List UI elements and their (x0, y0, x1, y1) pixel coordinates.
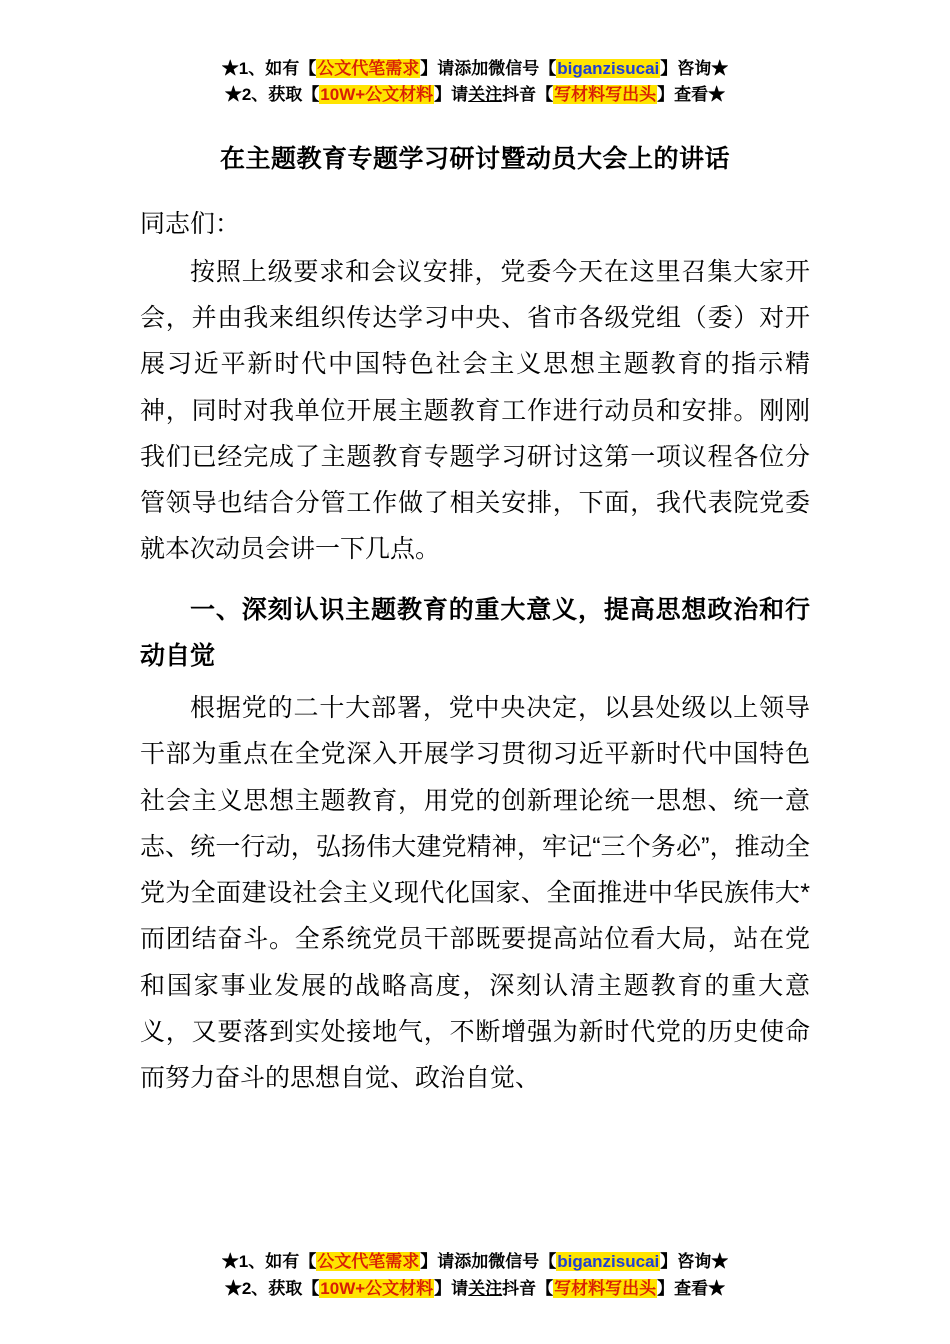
promo-text-2d: 查看 (674, 85, 709, 105)
promo-text-1a-bottom: 1、如有 (238, 1252, 300, 1272)
promo-text-1b: 请添加微信号 (437, 59, 540, 78)
promo-text-2b-bottom: 请 (451, 1278, 469, 1298)
promo-line-1 (140, 56, 810, 82)
promo-bracket-close-4-bottom: 】 (657, 1278, 675, 1298)
promo-bracket-open-1-bottom: 【 (299, 1252, 317, 1272)
promo-highlight-wechat-id-bottom: biganzisucai (557, 1252, 660, 1272)
promo-line-2-bottom (0, 1276, 950, 1302)
promo-bracket-close-3: 】 (434, 85, 452, 105)
promo-highlight-materials: 10W+公文材料 (320, 85, 434, 105)
promo-text-1c: 咨询 (677, 59, 712, 78)
promo-bracket-close-4: 】 (657, 85, 675, 105)
promo-bracket-open-3-bottom: 【 (302, 1278, 320, 1298)
promo-star-left-bottom: ★ (221, 1252, 239, 1272)
promo-bracket-close-1-bottom: 】 (420, 1252, 438, 1272)
promo-bracket-open-2-bottom: 【 (539, 1252, 557, 1272)
promo-highlight-wechat-id: biganzisucai (557, 59, 660, 78)
document-title: 在主题教育专题学习研讨暨动员大会上的讲话 (219, 144, 730, 173)
promo-highlight-service: 公文代笔需求 (317, 59, 420, 78)
promo-bracket-close-2: 】 (660, 59, 678, 78)
paragraph-section1-body: 根据党的二十大部署，党中央决定，以县处级以上领导干部为重点在全党深入开展学习贯彻习近平新时代中国特色社会主义思想主题教育，用党的创新理论统一思想、统一意志、统一行动，弘扬伟大建党精神，牢记“三个务必”，推动全党为全面建设社会主义现代化国家、全面推进中华民族伟大*而团结奋斗。全系统党员干部既要提高站位看大局，站在党和国家事业发展的战略高度，深刻认清主题教育的重大意义，又要落到实处接地气，不断增强为新时代党的历史使命而努力奋斗的思想自觉、政治自觉、 (140, 694, 810, 1093)
promo-line-2 (140, 82, 810, 108)
promo-text-1a: 1、如有 (238, 59, 300, 78)
promo-bracket-open-1: 【 (299, 59, 317, 78)
paragraph-intro: 按照上级要求和会议安排，党委今天在这里召集大家开会，并由我来组织传达学习中央、省市各级党组（委）对开展习近平新时代中国特色社会主义思想主题教育的指示精神，同时对我单位开展主题教育工作进行动员和安排。刚刚我们已经完成了主题教育专题学习研讨这第一项议程各位分管领导也结合分管工作做了相关安排，下面，我代表院党委就本次动员会讲一下几点。 (140, 257, 810, 564)
section-heading-1: 一、深刻认识主题教育的重大意义，提高思想政治和行动自觉 (140, 595, 810, 670)
promo-highlight-materials-bottom: 10W+公文材料 (320, 1278, 434, 1298)
salutation: 同志们： (140, 209, 241, 238)
promo-text-1c-bottom: 咨询 (677, 1252, 712, 1272)
promo-text-2c-bottom: 抖音 (502, 1278, 537, 1298)
promo-highlight-douyin-bottom: 写材料写出头 (554, 1278, 657, 1298)
promo-text-2b-underline: 关注 (468, 85, 503, 105)
promo-text-1b-bottom: 请添加微信号 (437, 1252, 540, 1272)
promo-text-2b: 请 (451, 85, 469, 105)
promo-text-2a: 2、获取 (241, 85, 303, 105)
promo-text-2c: 抖音 (502, 85, 537, 105)
promo-highlight-service-bottom: 公文代笔需求 (317, 1252, 420, 1272)
promo-star-right-bottom: ★ (711, 1252, 729, 1272)
promo-bracket-open-2: 【 (539, 59, 557, 78)
promo-star-left-2-bottom: ★ (224, 1278, 242, 1298)
promo-star-right-2-bottom: ★ (708, 1278, 726, 1298)
promo-banner-bottom (0, 1249, 950, 1302)
promo-line-1-bottom (0, 1249, 950, 1275)
promo-star-left: ★ (221, 59, 239, 78)
promo-bracket-open-3: 【 (302, 85, 320, 105)
promo-bracket-close-2-bottom: 】 (660, 1252, 678, 1272)
promo-bracket-close-1: 】 (420, 59, 438, 78)
promo-star-left-2: ★ (224, 85, 242, 105)
promo-bracket-close-3-bottom: 】 (434, 1278, 452, 1298)
promo-text-2b-underline-bottom: 关注 (468, 1278, 503, 1298)
promo-bracket-open-4-bottom: 【 (536, 1278, 554, 1298)
promo-text-2d-bottom: 查看 (674, 1278, 709, 1298)
promo-highlight-douyin: 写材料写出头 (554, 85, 657, 105)
promo-star-right: ★ (711, 59, 729, 78)
promo-bracket-open-4: 【 (536, 85, 554, 105)
promo-text-2a-bottom: 2、获取 (241, 1278, 303, 1298)
promo-banner-top (140, 56, 810, 109)
promo-star-right-2: ★ (708, 85, 726, 105)
